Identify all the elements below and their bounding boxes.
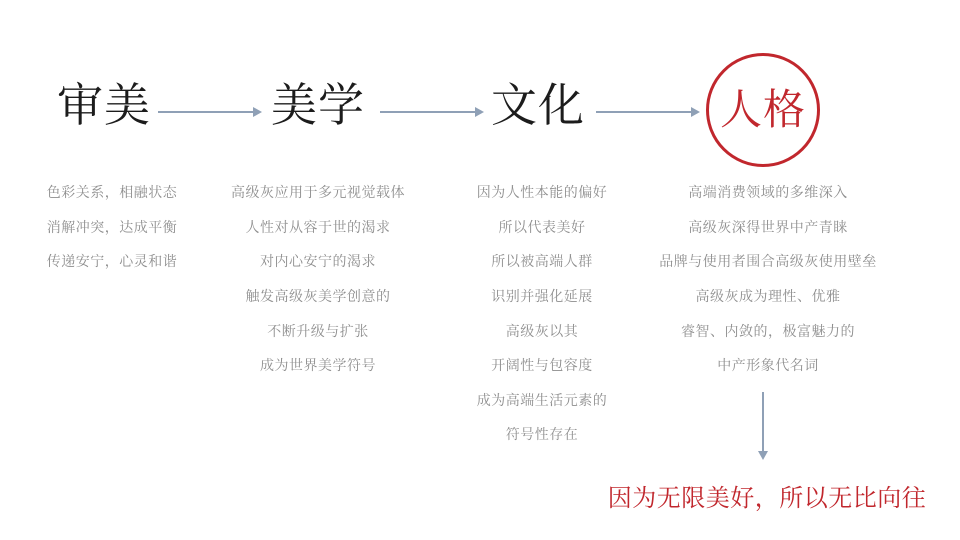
flow-item: 睿智、内敛的，极富魅力的: [681, 322, 855, 339]
flow-step-aesthetic-sense: [12, 80, 212, 460]
flow-step-title: 文化: [491, 79, 585, 131]
flow-item: 成为世界美学符号: [260, 357, 376, 374]
flow-item-list: [659, 175, 877, 383]
flow-step-aesthetics: [218, 80, 418, 460]
flow-item-list: [218, 175, 418, 383]
personality-circle: [706, 53, 820, 167]
flow-step-title: 美学: [271, 79, 365, 131]
flow-item: 符号性存在: [505, 426, 579, 443]
flow-step-title: 审美: [57, 79, 151, 131]
flow-item: 高级灰以其: [505, 322, 579, 339]
conclusion-text: 因为无限美好，所以无比向往: [607, 485, 927, 512]
flow-item: 中产形象代名词: [717, 357, 819, 374]
flow-item: 高级灰深得世界中产青睐: [688, 218, 848, 235]
flow-item: 高端消费领域的多维深入: [688, 184, 848, 201]
flow-item: 消解冲突，达成平衡: [46, 218, 178, 235]
flow-item: 高级灰成为理性、优雅: [695, 288, 841, 305]
flow-item: 高级灰应用于多元视觉载体: [231, 184, 405, 201]
flow-item: 成为高端生活元素的: [476, 391, 608, 408]
flow-item: 品牌与使用者围合高级灰使用壁垒: [659, 253, 877, 270]
flow-item: 人性对从容于世的渴求: [245, 218, 391, 235]
flow-item: 不断升级与扩张: [267, 322, 369, 339]
flow-item: 识别并强化延展: [491, 288, 593, 305]
flow-step-personality: [659, 80, 877, 460]
flow-step-title: 人格: [719, 86, 806, 133]
flow-item: 色彩关系，相融状态: [46, 184, 178, 201]
flow-item: 传递安宁，心灵和谐: [46, 253, 178, 270]
flow-item: 因为人性本能的偏好: [476, 184, 608, 201]
flow-item-list: [442, 175, 642, 452]
flow-item: 所以被高端人群: [491, 253, 593, 270]
flow-item: 对内心安宁的渴求: [260, 253, 376, 270]
flow-step-culture: [442, 80, 642, 460]
flow-item: 开阔性与包容度: [491, 357, 593, 374]
flow-item: 所以代表美好: [498, 218, 586, 235]
arrow-down-icon: [762, 392, 764, 452]
flow-item: 触发高级灰美学创意的: [245, 288, 391, 305]
flow-item-list: [12, 175, 212, 279]
